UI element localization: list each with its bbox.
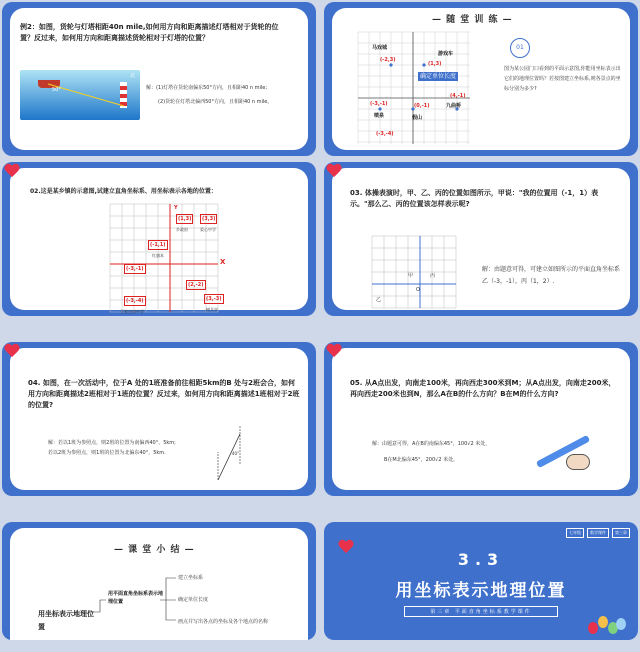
mindmap-root: 用坐标表示地理位置 bbox=[38, 610, 94, 631]
tag-chapter: 第三章 bbox=[612, 528, 630, 538]
number-badge: 01 bbox=[510, 38, 530, 58]
bearing-line bbox=[20, 70, 140, 120]
question-title: 02.这是某乡镇的示意图,试建立直角坐标系、用坐标表示各地的位置： bbox=[30, 188, 217, 195]
coord-4: (-3,-1) bbox=[126, 266, 144, 272]
slide-7[interactable] bbox=[2, 522, 316, 640]
slide-8[interactable] bbox=[324, 522, 638, 640]
slide-3-card bbox=[10, 168, 308, 314]
place-circus: 马戏城 bbox=[372, 45, 388, 51]
angle-label: 40° bbox=[232, 451, 240, 456]
lesson-number: 3.3 bbox=[457, 550, 505, 569]
coord-fountain: (-3,-1) bbox=[370, 101, 388, 107]
exercise-desc: 图为某公园门口看到的平面示意图,你能用坐标表示出它们的地理位置吗？若按图建立坐标系,则各景点的坐标分别为多少? bbox=[504, 66, 621, 92]
question-text: 例2：如图，货轮与灯塔相距40n mile,如何用方向和距离描述灯塔相对于货轮的位置？反过来，如何用方向和距离描述货轮相对于灯塔的位置？ bbox=[20, 23, 279, 42]
coord-extra: (-3,-4) bbox=[376, 131, 394, 137]
question-text: 04. 如图，在一次活动中，位于A 处的1班准备前往相距5km的B 处与2班会合，如何用方向和距离描述2班相对于1班的位置？反过来，如何用方向和距离描述1班相对于2班的位置? bbox=[28, 379, 300, 409]
question-text: 03. 体操表演时，甲、乙、丙的位置如图所示，甲说："我的位置用（-1，1）表示。"那么乙、丙的位置该怎样表示呢? bbox=[350, 189, 599, 208]
sea-illustration bbox=[20, 70, 140, 120]
slide-3[interactable] bbox=[2, 162, 316, 316]
place-rockery: 假山 bbox=[412, 115, 423, 121]
north-label: 北 bbox=[130, 73, 136, 79]
axis-y-label: Y bbox=[174, 205, 178, 211]
place-fountain: 喷泉 bbox=[374, 113, 385, 119]
slide-5-card bbox=[10, 348, 308, 490]
slide-2-card bbox=[332, 8, 630, 150]
coord-5: (2,-2) bbox=[188, 282, 204, 288]
mindmap-leaf-1: 建立坐标系 bbox=[178, 575, 204, 581]
label-bing: 丙 bbox=[430, 273, 436, 279]
heart-icon bbox=[326, 344, 342, 358]
place-2: 爱心中学 bbox=[200, 227, 216, 232]
tag-subject: 数学课件 bbox=[587, 528, 609, 538]
coord-7: (-3,-4) bbox=[126, 298, 144, 304]
slide-2[interactable] bbox=[324, 2, 638, 156]
slide-1-card bbox=[10, 8, 308, 150]
tag-row bbox=[566, 528, 630, 538]
mindmap-leaf-3: 画点并写出各点的坐标及各个地点的名称 bbox=[178, 619, 269, 625]
hand-icon bbox=[566, 454, 590, 470]
place-bridge: 九曲桥 bbox=[446, 103, 462, 109]
pen-hand-illustration bbox=[530, 430, 594, 470]
slide-5[interactable] bbox=[2, 342, 316, 496]
coord-car: (1,3) bbox=[428, 61, 442, 67]
unit-length-tag: 确定单位长度 bbox=[420, 73, 457, 80]
slide-7-card bbox=[10, 528, 308, 640]
mindmap-branch: 用平面直角坐标系表示地理位置 bbox=[108, 591, 164, 605]
place-car: 游戏车 bbox=[438, 51, 454, 57]
gym-grid bbox=[372, 236, 456, 308]
slide-4[interactable] bbox=[324, 162, 638, 316]
angle-label-1: 50° bbox=[52, 87, 61, 93]
label-jia: 甲 bbox=[408, 273, 414, 279]
place-4: 树月亭 bbox=[206, 307, 218, 312]
coord-1: (1,3) bbox=[178, 216, 192, 222]
coord-circus: (-2,3) bbox=[380, 57, 396, 63]
slide-6[interactable] bbox=[324, 342, 638, 496]
label-origin: O bbox=[416, 287, 420, 293]
tag-grade: 七年级 bbox=[566, 528, 584, 538]
coord-2: (3,3) bbox=[202, 216, 216, 222]
coord-3: (-1,1) bbox=[150, 242, 166, 248]
answer-text: 解：由题意可得，可建立如图所示的平面直角坐标系 乙（-3，-1），丙（1，2）. bbox=[482, 266, 621, 285]
answer-2: B在M北偏东45°，200√2 米处。 bbox=[384, 457, 459, 463]
heart-icon bbox=[4, 164, 20, 178]
balloons-icon bbox=[588, 616, 628, 638]
direction-diagram bbox=[210, 424, 250, 484]
lesson-subtitle: 第三章 平面直角坐标系教学课件 bbox=[404, 606, 558, 617]
section-title: — 课 堂 小 结 — bbox=[114, 545, 195, 555]
section-title: — 随 堂 训 练 — bbox=[432, 15, 513, 25]
place-1: 乡政府 bbox=[176, 227, 188, 232]
label-yi: 乙 bbox=[376, 297, 382, 303]
place-5: 王家庄初中学 bbox=[120, 309, 144, 314]
slide-4-card bbox=[332, 168, 630, 310]
answer-text: 解：若以1班为参照点，则2班的位置为南偏西40°，5km;若以2班为参照点，则1班的位置为北偏东40°，5km. bbox=[48, 440, 176, 456]
place-3: 红旗本 bbox=[152, 253, 164, 258]
coord-6: (3,-3) bbox=[206, 296, 222, 302]
answer-2: (2)货轮在灯塔北偏西50°方向，且相距40 n mile。 bbox=[158, 99, 273, 105]
slide-6-card bbox=[332, 348, 630, 490]
coord-rockery: (0,-1) bbox=[414, 103, 430, 109]
lesson-title: 用坐标表示地理位置 bbox=[395, 581, 567, 601]
slide-1[interactable] bbox=[2, 2, 316, 156]
coord-bridge: (4,-1) bbox=[450, 93, 466, 99]
axis-x-label: X bbox=[220, 258, 226, 266]
question-text: 05. 从A点出发，向南走100米，再向西走300米到M；从A点出发，向南走200米，再向西走200米也到N，那么A在B的什么方向？B在M的什么方向? bbox=[350, 379, 616, 398]
heart-icon bbox=[326, 164, 342, 178]
mindmap-leaf-2: 确定单位长度 bbox=[178, 597, 209, 603]
mindmap-connector bbox=[80, 572, 250, 652]
heart-icon bbox=[4, 344, 20, 358]
answer-1: 解：由题意可得，A在B的南偏东45°，100√2 米处， bbox=[372, 441, 491, 447]
answer-1: 解：(1)灯塔在货轮南偏东50°方向，且相距40 n mile; bbox=[146, 85, 268, 91]
